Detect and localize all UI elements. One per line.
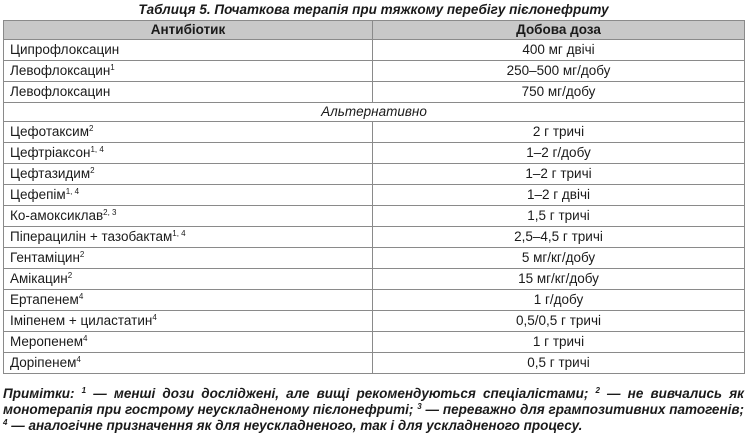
table-body (4, 40, 745, 374)
dose-cell: 2 г тричі (373, 122, 745, 143)
dose-cell: 1 г/добу (373, 290, 745, 311)
note-mark-1: 1 (81, 386, 87, 395)
table-row (4, 269, 745, 290)
antibiotic-cell (4, 227, 373, 248)
antibiotic-cell (4, 311, 373, 332)
table-row (4, 332, 745, 353)
table-row (4, 311, 745, 332)
footnote-ref: 4 (152, 313, 157, 322)
antibiotic-cell (4, 143, 373, 164)
table-notes (3, 386, 744, 434)
dose-cell: 2,5–4,5 г тричі (373, 227, 745, 248)
table-row (4, 185, 745, 206)
footnote-ref: 1, 4 (65, 187, 80, 196)
antibiotic-name: Ко-амоксиклав (10, 208, 104, 223)
note-mark-2: 2 (595, 386, 600, 395)
dose-cell: 400 мг двічі (373, 40, 745, 61)
antibiotic-cell (4, 164, 373, 185)
dose-cell: 1–2 г тричі (373, 164, 745, 185)
table-row (4, 206, 745, 227)
note-mark-3: 3 (417, 402, 422, 411)
antibiotic-cell (4, 290, 373, 311)
table-row (4, 353, 745, 374)
dose-cell: 0,5 г тричі (373, 353, 745, 374)
footnote-ref: 2, 3 (103, 208, 117, 217)
table-row (4, 61, 745, 82)
footnote-ref: 2 (88, 124, 94, 133)
footnote-ref: 1 (110, 63, 115, 72)
table-row (4, 290, 745, 311)
column-header-antibiotic: Антибіотик (4, 21, 373, 40)
antibiotic-name: Цефотаксим (10, 124, 89, 139)
table-caption: Таблиця 5. Початкова терапія при тяжкому перебігу пієлонефриту (138, 2, 609, 17)
dose-cell: 1 г тричі (373, 332, 745, 353)
antibiotic-cell (4, 269, 373, 290)
antibiotic-cell (4, 185, 373, 206)
antibiotic-name: Піперацилін + тазобактам (10, 229, 173, 244)
footnote-ref: 2 (90, 166, 95, 175)
table-row (4, 40, 745, 61)
table-row (4, 248, 745, 269)
antibiotic-name: Цефтазидим (10, 166, 91, 181)
antibiotic-name: Ципрофлоксацин (10, 42, 120, 57)
footnote-ref: 4 (76, 355, 81, 364)
antibiotic-name: Цефепім (10, 187, 66, 202)
antibiotic-cell (4, 332, 373, 353)
antibiotic-name: Амікацин (10, 271, 68, 286)
antibiotic-name: Ертапенем (10, 292, 79, 307)
antibiotic-name: Левофлоксацин (10, 63, 111, 78)
dose-cell: 1,5 г тричі (373, 206, 745, 227)
antibiotic-cell (4, 82, 373, 103)
note-text-3: — переважно для грампозитивних патогенів; (421, 402, 744, 417)
table-row (4, 82, 745, 103)
dose-cell: 750 мг/добу (373, 82, 745, 103)
antibiotic-cell (4, 248, 373, 269)
antibiotic-name: Доріпенем (10, 355, 77, 370)
footnote-ref: 2 (79, 250, 85, 259)
footnote-ref: 1, 4 (172, 229, 186, 238)
dose-cell: 250–500 мг/добу (373, 61, 745, 82)
dose-cell: 15 мг/кг/добу (373, 269, 745, 290)
table-row (4, 227, 745, 248)
section-label: Альтернативно (4, 103, 745, 122)
antibiotic-cell (4, 40, 373, 61)
footnote-ref: 4 (82, 334, 88, 343)
dose-cell: 5 мг/кг/добу (373, 248, 745, 269)
antibiotic-cell (4, 206, 373, 227)
table-row (4, 122, 745, 143)
column-header-daily-dose: Добова доза (373, 21, 745, 40)
dose-cell: 0,5/0,5 г тричі (373, 311, 745, 332)
footnote-ref: 4 (78, 292, 84, 301)
antibiotic-cell (4, 61, 373, 82)
antibiotic-name: Левофлоксацин (10, 84, 111, 99)
therapy-table (3, 20, 745, 374)
dose-cell: 1–2 г/добу (373, 143, 745, 164)
antibiotic-name: Гентаміцин (10, 250, 80, 265)
footnote-ref: 2 (67, 271, 73, 280)
antibiotic-name: Меропенем (10, 334, 83, 349)
antibiotic-name: Цефтріаксон (10, 145, 91, 160)
dose-cell: 1–2 г двічі (373, 185, 745, 206)
notes-label: Примітки: (3, 386, 75, 401)
table-row (4, 143, 745, 164)
note-text-1: — менші дози досліджені, але вищі рекомендуються спеціалістами; (86, 386, 596, 401)
note-mark-4: 4 (3, 418, 8, 427)
table-row (4, 164, 745, 185)
antibiotic-name: Іміпенем + циластатин (10, 313, 153, 328)
note-text-2: — не вивчались як монотерапія при гострому неускладненому пієлонефриті; (3, 386, 744, 417)
antibiotic-cell (4, 353, 373, 374)
footnote-ref: 1, 4 (90, 145, 104, 154)
section-row (4, 103, 745, 122)
table-header-row (4, 21, 745, 40)
antibiotic-cell (4, 122, 373, 143)
note-text-4: — аналогічне призначення як для неускладненого, так і для ускладненого процесу. (7, 418, 583, 433)
